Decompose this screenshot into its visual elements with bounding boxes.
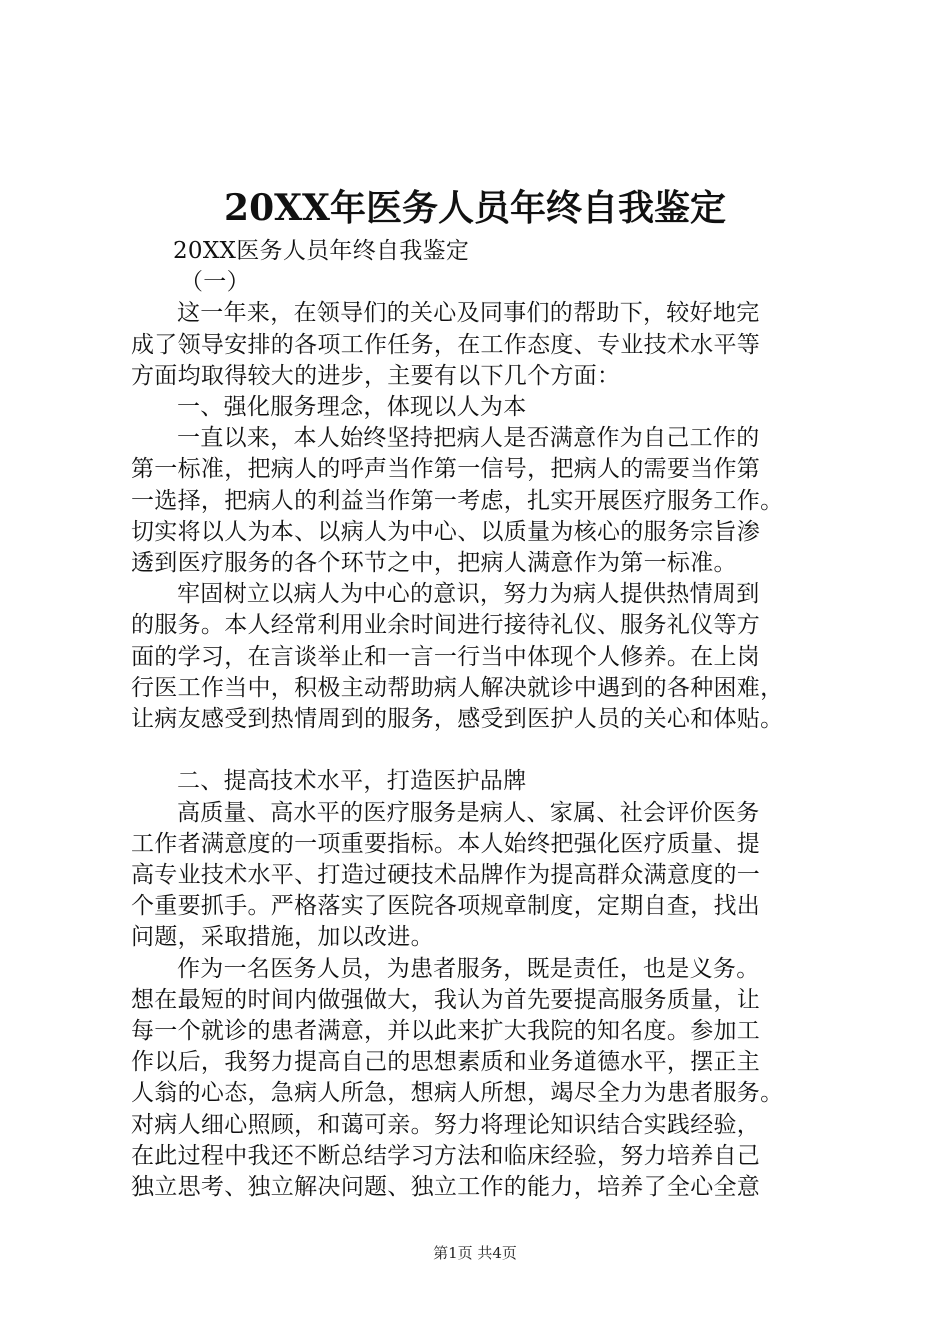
paragraph-line: 透到医疗服务的各个环节之中，把病人满意作为第一标准。	[131, 550, 737, 577]
blank-line	[131, 735, 831, 766]
paragraph-line: 成了领导安排的各项工作任务，在工作态度、专业技术水平等	[131, 331, 761, 358]
paragraph-line: 想在最短的时间内做强做大，我认为首先要提高服务质量，让	[131, 986, 761, 1013]
page-footer: 第1页 共4页	[433, 1244, 517, 1262]
paragraph-line: 人翁的心态，急病人所急，想病人所想，竭尽全力为患者服务。	[131, 1080, 784, 1107]
paragraph-line: 作以后，我努力提高自己的思想素质和业务道德水平，摆正主	[131, 1049, 761, 1076]
paragraph-line: 一、强化服务理念，体现以人为本	[177, 394, 527, 421]
paragraph-line: 面的学习，在言谈举止和一言一行当中体现个人修养。在上岗	[131, 643, 761, 670]
paragraph-line: 第一标准，把病人的呼声当作第一信号，把病人的需要当作第	[131, 456, 761, 483]
paragraph-line: 方面均取得较大的进步，主要有以下几个方面：	[131, 362, 621, 389]
paragraph-line: 这一年来，在领导们的关心及同事们的帮助下，较好地完	[177, 300, 760, 327]
paragraph-line: 对病人细心照顾，和蔼可亲。努力将理论知识结合实践经验，	[131, 1111, 761, 1138]
paragraph-line: 让病友感受到热情周到的服务，感受到医护人员的关心和体贴。	[131, 706, 784, 733]
paragraph-line: 问题，采取措施，加以改进。	[131, 924, 434, 951]
paragraph-line: 独立思考、独立解决问题、独立工作的能力，培养了全心全意	[131, 1174, 761, 1201]
paragraph-line: 牢固树立以病人为中心的意识，努力为病人提供热情周到	[177, 581, 760, 608]
paragraph-line: 工作者满意度的一项重要指标。本人始终把强化医疗质量、提	[131, 830, 761, 857]
paragraph-line: 个重要抓手。严格落实了医院各项规章制度，定期自查，找出	[131, 893, 761, 920]
paragraph-line: 在此过程中我还不断总结学习方法和临床经验，努力培养自己	[131, 1142, 761, 1169]
paragraph-line: 一直以来，本人始终坚持把病人是否满意作为自己工作的	[177, 425, 760, 452]
paragraph-line: 行医工作当中，积极主动帮助病人解决就诊中遇到的各种困难，	[131, 674, 784, 701]
paragraph-line: 作为一名医务人员，为患者服务，既是责任，也是义务。	[177, 955, 760, 982]
paragraph-line: 20XX医务人员年终自我鉴定	[173, 238, 470, 264]
document-body	[131, 236, 831, 1203]
document-title: 20XX年医务人员年终自我鉴定	[224, 187, 726, 229]
paragraph-line: 一选择，把病人的利益当作第一考虑，扎实开展医疗服务工作。	[131, 487, 784, 514]
paragraph-line: 二、提高技术水平，打造医护品牌	[177, 768, 527, 795]
paragraph-line: 高质量、高水平的医疗服务是病人、家属、社会评价医务	[177, 799, 760, 826]
paragraph-line: 每一个就诊的患者满意，并以此来扩大我院的知名度。参加工	[131, 1018, 761, 1045]
paragraph-line: （一）	[180, 269, 250, 296]
paragraph-line: 切实将以人为本、以病人为中心、以质量为核心的服务宗旨渗	[131, 518, 761, 545]
paragraph-line: 高专业技术水平、打造过硬技术品牌作为提高群众满意度的一	[131, 862, 761, 889]
paragraph-line: 的服务。本人经常利用业余时间进行接待礼仪、服务礼仪等方	[131, 612, 761, 639]
